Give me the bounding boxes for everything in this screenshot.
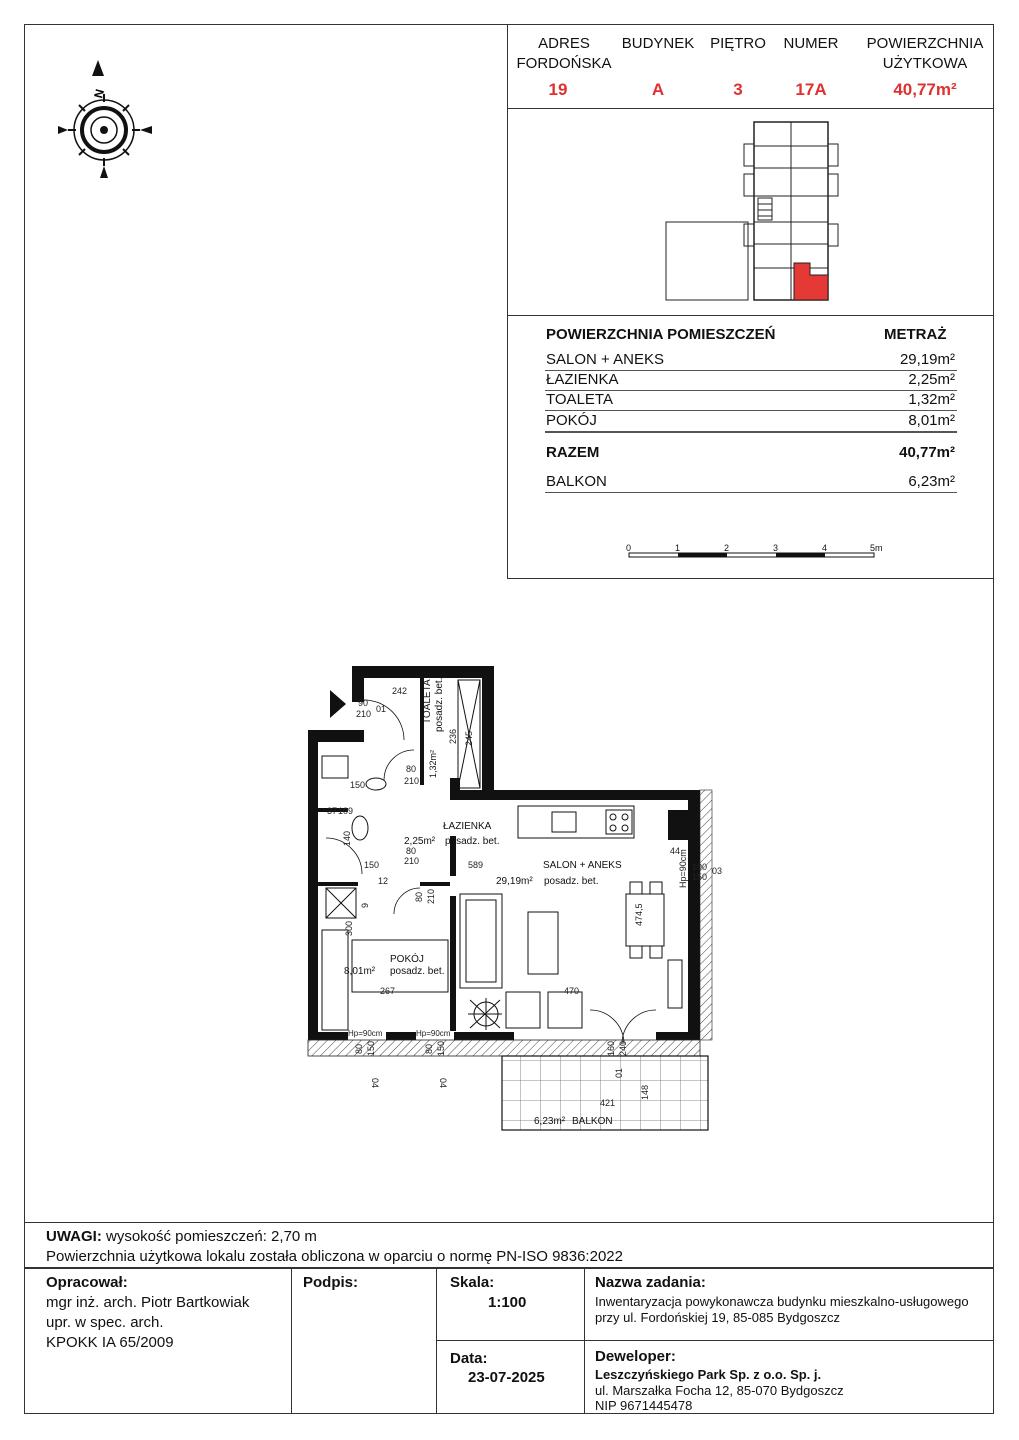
value-budynek: A (651, 80, 665, 99)
value-powierzchnia: 40,77m² (893, 80, 957, 99)
svg-text:6,23m²: 6,23m² (534, 1116, 566, 1127)
dev-name: Leszczyńskiego Park Sp. z o.o. Sp. j. (595, 1367, 822, 1382)
scale-tick: 2 (724, 543, 730, 553)
svg-text:421: 421 (600, 1098, 616, 1108)
svg-text:posadz. bet.: posadz. bet. (390, 966, 445, 977)
svg-text:8,01m²: 8,01m² (344, 966, 376, 977)
notes-top-divider (24, 1222, 994, 1223)
header-row-divider (507, 108, 994, 109)
scale-bar (620, 540, 890, 566)
svg-text:470: 470 (564, 986, 580, 996)
svg-text:Hp=90cm: Hp=90cm (416, 1029, 451, 1038)
scale-tick: 4 (822, 543, 828, 553)
svg-text:160: 160 (606, 1040, 616, 1056)
compass-icon (62, 56, 162, 186)
svg-text:37: 37 (327, 806, 338, 816)
zadanie-line1: Inwentaryzacja powykonawcza budynku mieszkalno-usługowego (595, 1294, 969, 1309)
floor-plan (300, 660, 723, 1140)
notes-line1: UWAGI: wysokość pomieszczeń: 2,70 m (46, 1228, 317, 1245)
svg-text:04: 04 (438, 1078, 448, 1089)
rooms-title: POWIERZCHNIA POMIESZCZEŃ (546, 326, 776, 343)
svg-text:80: 80 (406, 846, 417, 856)
room-row: POKÓJ 8,01m² (545, 412, 957, 433)
dev-address: ul. Marszałka Focha 12, 85-070 Bydgoszcz (595, 1383, 844, 1398)
svg-text:80: 80 (414, 891, 424, 902)
toilet-icon (366, 778, 386, 790)
room-row: SALON + ANEKS 29,19m² (545, 351, 957, 371)
coffee-table (528, 912, 558, 974)
value-adres: 19 (548, 80, 568, 99)
svg-text:12: 12 (378, 876, 389, 886)
walls (308, 666, 700, 1040)
svg-text:TOALETA: TOALETA (422, 679, 433, 724)
svg-text:109: 109 (338, 806, 354, 816)
svg-text:100: 100 (692, 862, 708, 872)
rooms-bottom-divider (507, 578, 994, 579)
svg-text:80: 80 (354, 1043, 364, 1054)
wardrobe (322, 930, 348, 1030)
svg-text:150: 150 (692, 872, 708, 882)
svg-text:posadz. bet.: posadz. bet. (544, 876, 599, 887)
svg-text:SALON + ANEKS: SALON + ANEKS (543, 860, 622, 871)
svg-text:80: 80 (424, 1043, 434, 1054)
svg-text:BALKON: BALKON (572, 1116, 613, 1127)
armchair (548, 992, 582, 1028)
dev-nip: NIP 9671445478 (595, 1398, 693, 1413)
header-powierzchnia: POWIERZCHNIA UŻYTKOWA (866, 35, 984, 72)
key-plan (660, 118, 850, 304)
room-row: TOALETA 1,32m² (545, 391, 957, 411)
svg-text:9: 9 (360, 902, 370, 908)
svg-text:04: 04 (370, 1078, 380, 1089)
value-pietro: 3 (733, 80, 743, 99)
svg-text:589: 589 (468, 860, 484, 870)
zadanie-label: Nazwa zadania: (595, 1274, 706, 1291)
svg-text:44: 44 (670, 846, 681, 856)
rooms-metraz: METRAŻ (884, 326, 947, 343)
svg-text:150: 150 (366, 1040, 376, 1056)
svg-text:140: 140 (342, 830, 352, 846)
svg-text:Hp=90cm: Hp=90cm (348, 1029, 383, 1038)
svg-text:01: 01 (376, 704, 387, 714)
svg-text:posadz. bet.: posadz. bet. (445, 836, 500, 847)
svg-text:2,25m²: 2,25m² (404, 836, 436, 847)
svg-text:03: 03 (712, 866, 723, 876)
opracowal-qual: upr. w spec. arch. (46, 1314, 164, 1331)
skala-value: 1:100 (488, 1294, 527, 1311)
opracowal-license: KPOKK IA 65/2009 (46, 1334, 174, 1351)
scale-tick: 0 (626, 543, 632, 553)
svg-text:474,5: 474,5 (634, 903, 644, 926)
scale-tick: 5m (870, 543, 883, 553)
data-label: Data: (450, 1350, 488, 1367)
header-budynek: BUDYNEK (621, 35, 695, 52)
keyplan-divider (507, 315, 994, 316)
key-plan-apartment-highlight (794, 263, 828, 300)
plant-icon (468, 998, 502, 1030)
svg-text:1,32m²: 1,32m² (428, 749, 438, 778)
opracowal-name: mgr inż. arch. Piotr Bartkowiak (46, 1294, 250, 1311)
svg-text:148: 148 (640, 1084, 650, 1100)
svg-text:150: 150 (350, 780, 366, 790)
skala-label: Skala: (450, 1274, 495, 1291)
notes-line2: Powierzchnia użytkowa lokalu została obliczona w oparciu o normę PN-ISO 9836:2022 (46, 1248, 623, 1265)
dev-label: Deweloper: (595, 1348, 676, 1365)
rooms-total-value: 40,77m² (899, 444, 955, 461)
header-numer: NUMER (783, 35, 839, 52)
svg-text:245: 245 (464, 730, 474, 746)
svg-text:267: 267 (380, 986, 396, 996)
key-plan-neighbour (666, 222, 748, 300)
room-row: ŁAZIENKA 2,25m² (545, 371, 957, 391)
svg-text:210: 210 (404, 856, 420, 866)
header-pietro: PIĘTRO (710, 35, 766, 52)
tb-divider (291, 1267, 292, 1414)
scale-tick: 1 (675, 543, 681, 553)
opracowal-label: Opracował: (46, 1274, 128, 1291)
balcony-row: BALKON 6,23m² (545, 473, 957, 493)
svg-text:29,19m²: 29,19m² (496, 876, 533, 887)
washbasin-icon (352, 816, 368, 840)
svg-text:240: 240 (618, 1040, 628, 1056)
svg-text:80: 80 (406, 764, 417, 774)
rooms-total-label: RAZEM (546, 444, 600, 461)
svg-text:ŁAZIENKA: ŁAZIENKA (443, 821, 492, 832)
svg-text:posadz. bet.: posadz. bet. (434, 677, 445, 732)
svg-text:150: 150 (364, 860, 380, 870)
zadanie-line2: przy ul. Fordońskiej 19, 85-085 Bydgoszcz (595, 1310, 840, 1325)
svg-text:Hp=90cm: Hp=90cm (678, 849, 688, 888)
svg-text:300: 300 (344, 920, 354, 936)
value-numer: 17A (795, 80, 827, 99)
armchair (506, 992, 540, 1028)
notes-bottom-divider (24, 1267, 994, 1269)
tb-divider (436, 1340, 994, 1341)
svg-text:N: N (91, 87, 107, 100)
dining-table (626, 894, 664, 946)
svg-text:90: 90 (358, 698, 369, 708)
entrance-arrow-icon (330, 690, 346, 718)
svg-text:210: 210 (426, 888, 436, 904)
scale-tick: 3 (773, 543, 779, 553)
svg-text:210: 210 (356, 709, 372, 719)
data-value: 23-07-2025 (468, 1369, 545, 1386)
svg-text:210: 210 (404, 776, 420, 786)
svg-text:236: 236 (448, 728, 458, 744)
svg-text:POKÓJ: POKÓJ (390, 954, 424, 965)
svg-text:01: 01 (614, 1067, 624, 1078)
svg-text:242: 242 (392, 686, 408, 696)
svg-text:150: 150 (436, 1040, 446, 1056)
header-adres: ADRES FORDOŃSKA (516, 35, 612, 72)
podpis-label: Podpis: (303, 1274, 358, 1291)
